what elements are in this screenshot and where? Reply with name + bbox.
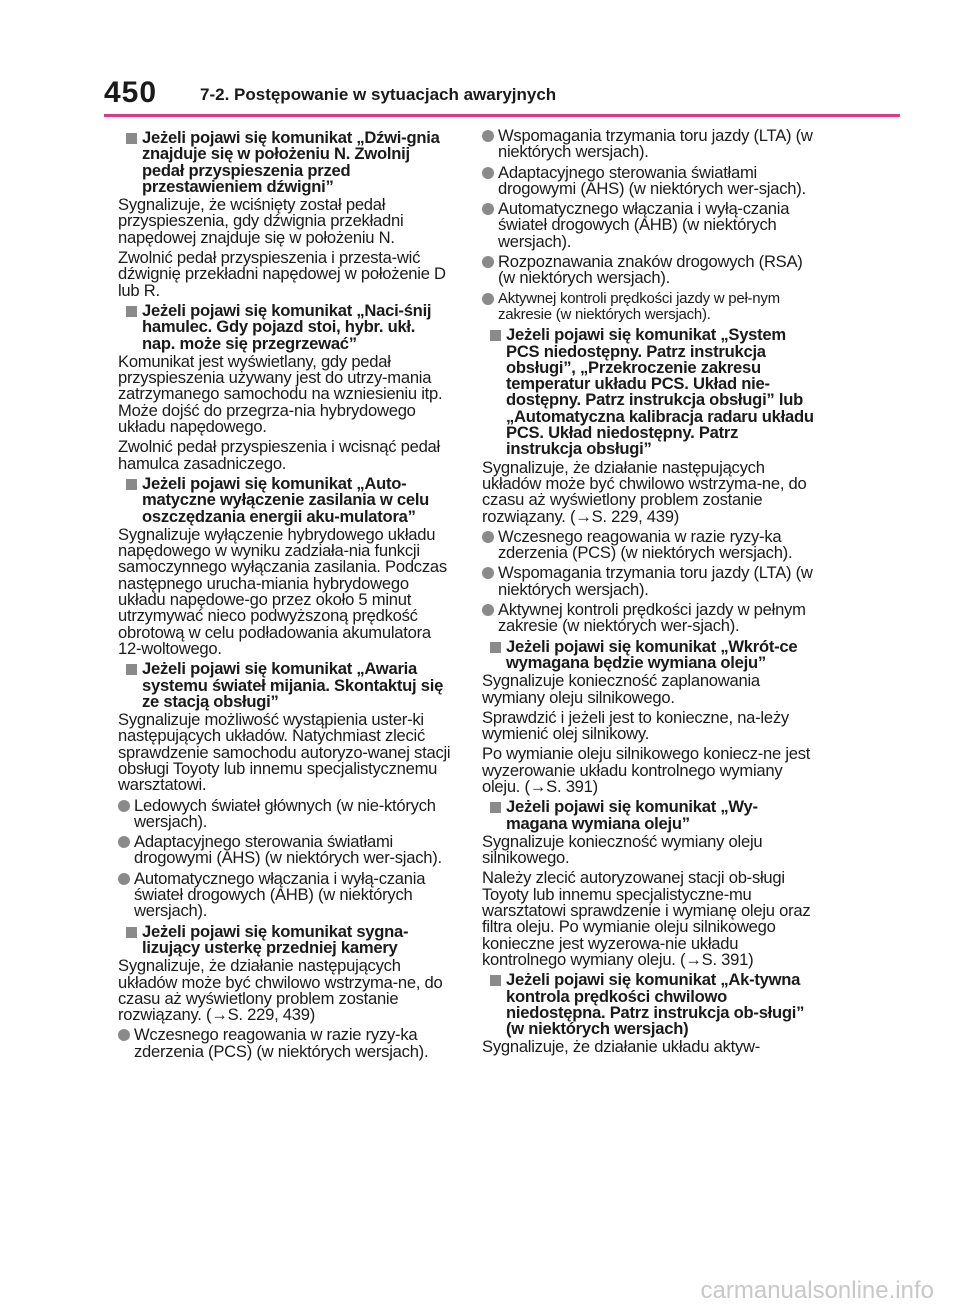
right-column [482, 128, 816, 1060]
paragraph: Należy zlecić autoryzowanej stacji ob-sługi Toyoty lub innemu specjalistyczne-mu warsztatowi sprawdzenie i wymianę oleju oraz filtra oleju. Po wymianie oleju silnikowego konieczne jest wyzerowa-nie układu kontrolnego wymiany oleju. (→S. 391) [482, 868, 811, 969]
paragraph: Po wymianie oleju silnikowego koniecz-ne jest wyzerowanie układu kontrolnego wymiany oleju. (→S. 391) [482, 744, 811, 796]
page-header [104, 76, 904, 116]
paragraph: Sygnalizuje wyłączenie hybrydowego układu napędowego w wyniku zadziała-nia funkcji samoczynnego wyłączania zasilania. Podczas następnego urucha-miania hybrydowego układu napędowe-go przez około 5 minut utrzymywać nieco podwyższoną prędkość obrotową w celu podładowania akumulatora 12-woltowego. [118, 524, 447, 658]
bullet-item: Ledowych świateł głównych (w nie-których wersjach). [118, 798, 452, 831]
bullet-item: Adaptacyjnego sterowania światłami drogowymi (AHS) (w niektórych wer-sjach). [482, 165, 816, 198]
bullet-item: Automatycznego włączania i wyłą-czania świateł drogowych (AHB) (w niektórych wersjach). [118, 871, 452, 920]
paragraph: Zwolnić pedał przyspieszenia i wcisnąć pedał hamulca zasadniczego. [118, 437, 440, 473]
bullet-item: Automatycznego włączania i wyłą-czania świateł drogowych (AHB) (w niektórych wersjach). [482, 201, 816, 250]
section-heading: Jeżeli pojawi się komunikat „Naci-śnij hamulec. Gdy pojazd stoi, hybr. ukł. nap. może się przegrzewać” [118, 303, 452, 352]
paragraph: Sygnalizuje konieczność wymiany oleju silnikowego. [482, 831, 763, 868]
page-number: 450 [104, 76, 158, 109]
section-heading: Jeżeli pojawi się komunikat „Auto-matyczne wyłączenie zasilania w celu oszczędzania energii aku-mulatora” [118, 476, 452, 525]
bullet-item: Aktywnej kontroli prędkości jazdy w peł-nym zakresie (w niektórych wersjach). [482, 291, 816, 324]
section-heading: Jeżeli pojawi się komunikat „Awaria systemu świateł mijania. Skontaktuj się ze stacją obsługi” [118, 661, 452, 710]
paragraph: Sygnalizuje, że działanie następujących układów może być chwilowo wstrzyma-ne, do czasu aż wyświetlony problem zostanie rozwiązany. (→S. 229, 439) [118, 956, 443, 1025]
bullet-item: Adaptacyjnego sterowania światłami drogowymi (AHS) (w niektórych wer-sjach). [118, 834, 452, 867]
paragraph: Sprawdzić i jeżeli jest to konieczne, na-leży wymienić olej silnikowy. [482, 707, 789, 744]
paragraph: Sygnalizuje, że wciśnięty został pedał przyspieszenia, gdy dźwignia przekładni napędowej znajduje się w położeniu N. [118, 195, 404, 247]
paragraph: Sygnalizuje możliwość wystąpienia uster-ki następujących układów. Natychmiast zlecić sprawdzenie samochodu autoryzo-wanej stacji obsługi Toyoty lub innemu specjalistycznemu warsztatowi. [118, 710, 451, 795]
bullet-item: Wspomagania trzymania toru jazdy (LTA) (w niektórych wersjach). [482, 128, 816, 161]
watermark: carmanualsonline.info [700, 1277, 934, 1304]
bullet-item: Rozpoznawania znaków drogowych (RSA) (w niektórych wersjach). [482, 254, 816, 287]
paragraph: Zwolnić pedał przyspieszenia i przesta-wić dźwignię przekładni napędowej w położenie D lub R. [118, 248, 446, 300]
section-title: 7-2. Postępowanie w sytuacjach awaryjnych [200, 85, 557, 104]
section-heading: Jeżeli pojawi się komunikat „Ak-tywna kontrola prędkości chwilowo niedostępna. Patrz instrukcja ob-sługi” (w niektórych wersjach) [482, 972, 816, 1037]
header-rule [104, 114, 900, 117]
paragraph: Komunikat jest wyświetlany, gdy pedał przyspieszenia używany jest do utrzy-mania zatrzymanego samochodu na wzniesieniu itp. Może dojść do przegrza-nia hybrydowego układu napędowego. [118, 351, 443, 437]
left-column [118, 128, 452, 1064]
bullet-item: Aktywnej kontroli prędkości jazdy w pełnym zakresie (w niektórych wer-sjach). [482, 602, 816, 635]
paragraph: Sygnalizuje, że działanie układu aktyw- [482, 1037, 761, 1057]
section-heading: Jeżeli pojawi się komunikat „Wkrót-ce wymagana będzie wymiana oleju” [482, 639, 816, 672]
paragraph: Sygnalizuje konieczność zaplanowania wymiany oleju silnikowego. [482, 671, 760, 707]
bullet-item: Wczesnego reagowania w razie ryzy-ka zderzenia (PCS) (w niektórych wersjach). [482, 529, 816, 562]
section-heading: Jeżeli pojawi się komunikat „Dźwi-gnia znajduje się w położeniu N. Zwolnij pedał przyspieszenia przed przestawieniem dźwigni” [118, 130, 452, 195]
section-heading: Jeżeli pojawi się komunikat sygna-lizujący usterkę przedniej kamery [118, 924, 452, 957]
bullet-item: Wspomagania trzymania toru jazdy (LTA) (w niektórych wersjach). [482, 565, 816, 598]
paragraph: Sygnalizuje, że działanie następujących układów może być chwilowo wstrzyma-ne, do czasu aż wyświetlony problem zostanie rozwiązany. (→S. 229, 439) [482, 457, 807, 526]
bullet-item: Wczesnego reagowania w razie ryzy-ka zderzenia (PCS) (w niektórych wersjach). [118, 1027, 452, 1060]
section-heading: Jeżeli pojawi się komunikat „Wy-magana wymiana oleju” [482, 799, 816, 832]
section-heading: Jeżeli pojawi się komunikat „System PCS niedostępny. Patrz instrukcja obsługi”, „Przekroczenie zakresu temperatur układu PCS. Układ nie-dostępny. Patrz instrukcja obsługi” lub „Automatyczna kalibracja radaru układu PCS. Układ niedostępny. Patrz instrukcja obsługi” [482, 327, 816, 457]
